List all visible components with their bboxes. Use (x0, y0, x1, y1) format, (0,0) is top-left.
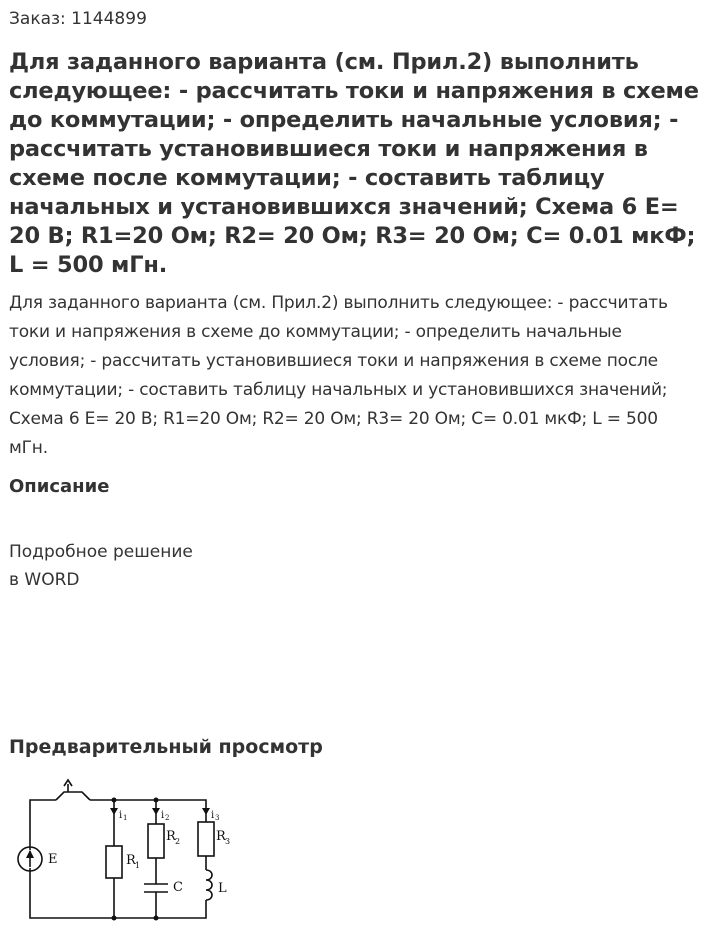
wire-top-left (30, 800, 56, 850)
label-l: L (218, 881, 227, 896)
label-r1: R (126, 853, 136, 868)
current-arrow-i1 (110, 808, 118, 815)
wire-top-right (90, 800, 206, 822)
junction-dot (112, 916, 117, 921)
preview-heading: Предварительный просмотр (9, 736, 323, 758)
label-e: E (48, 852, 58, 867)
order-number: Заказ: 1144899 (9, 9, 147, 29)
label-c: C (173, 880, 183, 895)
label-i3: i (211, 810, 215, 821)
label-r2-sub: 2 (175, 837, 181, 846)
junction-dot (154, 798, 159, 803)
junction-dot (112, 798, 117, 803)
current-arrow-i3 (202, 808, 210, 815)
task-title: Для заданного варианта (см. Прил.2) выполнить следующее: - рассчитать токи и напряжения в схеме до коммутации; - определить начальные условия; - рассчитать установившиеся токи и напряжения в схеме после коммутации; - составить таблицу начальных и установившихся значений; Схема 6 E= 20 В; R1=20 Ом; R2= 20 Ом; R3= 20 Ом; C= 0.01 мкФ; L = 500 мГн. (9, 49, 699, 278)
label-r3-sub: 3 (225, 837, 231, 846)
current-arrow-i2 (152, 808, 160, 815)
resistor-r1 (106, 846, 122, 878)
description-body (9, 538, 193, 594)
label-r1-sub: 1 (135, 861, 141, 870)
description-line: в WORD (9, 570, 80, 590)
circuit-schematic-preview (0, 770, 240, 938)
label-i2-sub: 2 (165, 814, 170, 822)
resistor-r2 (148, 824, 164, 858)
label-r2: R (166, 829, 176, 844)
label-r3: R (216, 829, 226, 844)
task-description-text: Для заданного варианта (см. Прил.2) выполнить следующее: - рассчитать токи и напряжения в схеме до коммутации; - определить начальные условия; - рассчитать установившиеся токи и напряжения в схеме после коммутации; - составить таблицу начальных и установившихся значений; Схема 6 E= 20 В; R1=20 Ом; R2= 20 Ом; R3= 20 Ом; C= 0.01 мкФ; L = 500 мГн. (9, 293, 668, 458)
switch (56, 792, 90, 800)
description-line: Подробное решение (9, 542, 193, 562)
label-i1-sub: 1 (123, 814, 128, 822)
capacitor (144, 884, 168, 892)
label-i1: i (119, 810, 123, 821)
junction-dot (154, 916, 159, 921)
inductor (206, 870, 212, 900)
label-i3-sub: 3 (215, 814, 220, 822)
label-i2: i (161, 810, 165, 821)
resistor-r3 (198, 822, 214, 856)
description-heading: Описание (9, 476, 110, 497)
